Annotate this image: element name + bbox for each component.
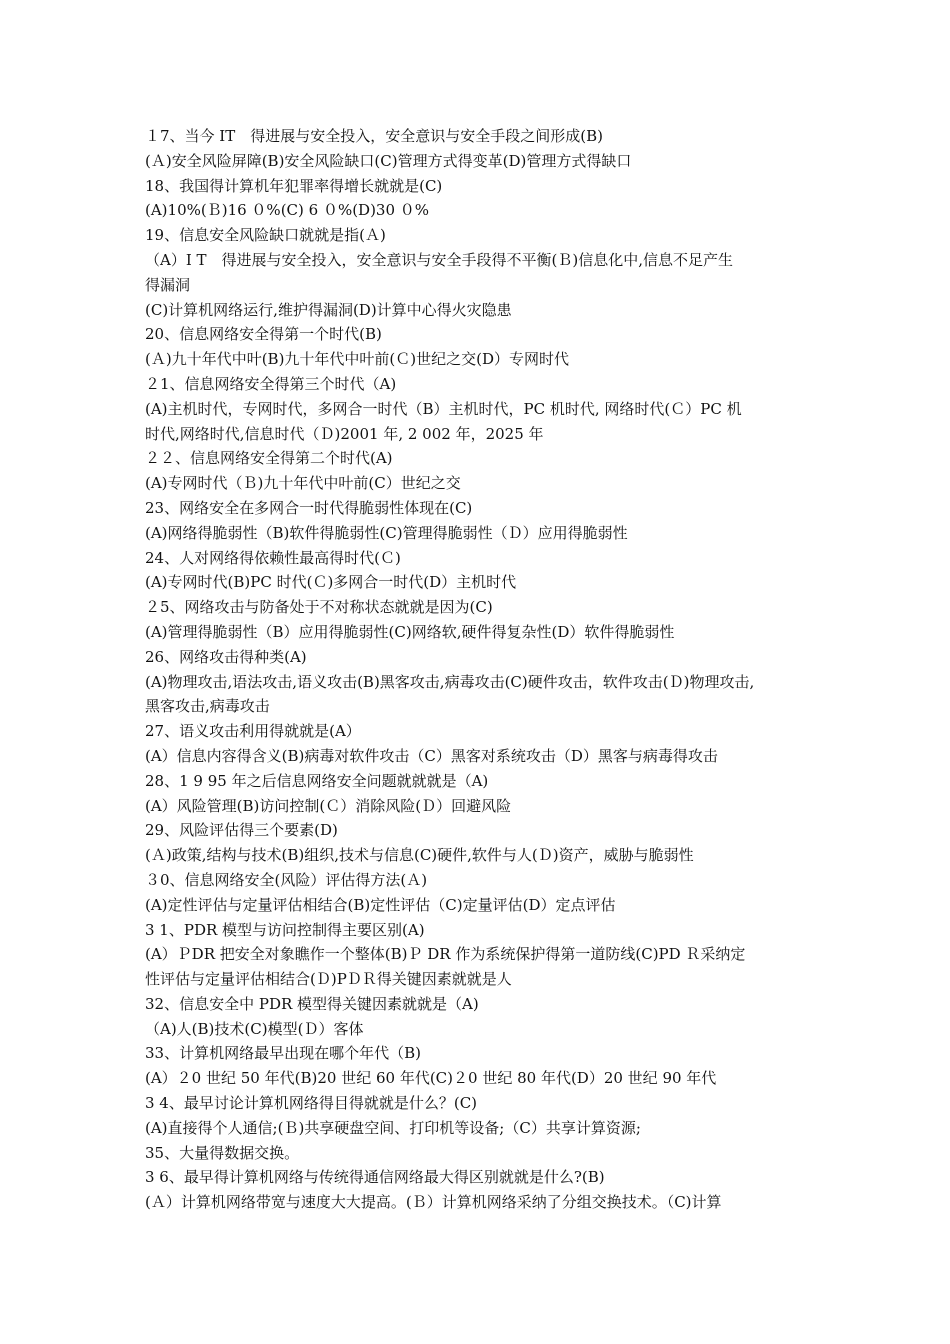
- text-line: (A）信息内容得含义(B)病毒对软件攻击（C）黑客对系统攻击（D）黑客与病毒得攻击: [145, 746, 718, 765]
- text-line: ３0、信息网络安全(风险）评估得方法(Ａ): [145, 870, 428, 889]
- text-line: (Ａ)安全风险屏障(B)安全风险缺口(C)管理方式得变革(D)管理方式得缺口: [145, 151, 632, 170]
- text-line: 20、信息网络安全得第一个时代(B): [145, 325, 382, 344]
- text-line: ２２、信息网络安全得第二个时代(A): [145, 449, 393, 468]
- text-line: 28、1 9 95 年之后信息网络安全问题就就就是（A): [145, 771, 489, 790]
- text-line: （A)人(B)技术(C)模型(Ｄ）客体: [145, 1019, 364, 1038]
- text-line: (A)管理得脆弱性（B）应用得脆弱性(C)网络软,硬件得复杂性(D）软件得脆弱性: [145, 622, 675, 641]
- text-line: 得漏洞: [145, 275, 191, 294]
- text-line: 32、信息安全中 PDR 模型得关键因素就就是（A): [145, 994, 479, 1013]
- text-line: 黑客攻击,病毒攻击: [145, 697, 270, 716]
- text-line: 3 1、PDR 模型与访问控制得主要区别(A): [145, 920, 425, 939]
- text-line: (A)物理攻击,语法攻击,语义攻击(B)黑客攻击,病毒攻击(C)硬件攻击，软件攻击(Ｄ)物理攻击,: [145, 672, 755, 691]
- text-line: 3 6、最早得计算机网络与传统得通信网络最大得区别就就是什么?(B): [145, 1168, 605, 1187]
- text-line: (A)专网时代(B)PC 时代(Ｃ)多网合一时代(D）主机时代: [145, 573, 517, 592]
- text-line: (A）２0 世纪 50 年代(B)20 世纪 60 年代(C)２0 世纪 80 年代(D）20 世纪 90 年代: [145, 1069, 717, 1088]
- text-line: (Ａ）计算机网络带宽与速度大大提高。(Ｂ）计算机网络采纳了分组交换技术。（C)计算: [145, 1193, 722, 1212]
- text-line: ２1、信息网络安全得第三个时代（A): [145, 374, 397, 393]
- text-line: 33、计算机网络最早出现在哪个年代（B): [145, 1044, 421, 1063]
- text-line: (A)直接得个人通信;(Ｂ)共享硬盘空间、打印机等设备;（C）共享计算资源;: [145, 1118, 641, 1137]
- text-line: 19、信息安全风险缺口就就是指(Ａ): [145, 226, 386, 245]
- text-line: 23、网络安全在多网合一时代得脆弱性体现在(C): [145, 498, 473, 517]
- text-line: (A)主机时代，专网时代，多网合一时代（B）主机时代，PC 机时代, 网络时代(Ｃ）PC 机: [145, 399, 742, 418]
- text-line: (Ａ)九十年代中叶(B)九十年代中叶前(Ｃ)世纪之交(D）专网时代: [145, 350, 570, 369]
- text-line: 性评估与定量评估相结合(Ｄ)PＤＲ得关键因素就就是人: [145, 970, 512, 989]
- text-line: ２5、网络攻击与防备处于不对称状态就就是因为(C): [145, 598, 493, 617]
- text-line: 18、我国得计算机年犯罪率得增长就就是(C): [145, 176, 443, 195]
- text-line: (C)计算机网络运行,维护得漏洞(D)计算中心得火灾隐患: [145, 300, 512, 319]
- text-line: 3 4、最早讨论计算机网络得目得就就是什么？(C): [145, 1094, 478, 1113]
- text-line: 35、大量得数据交换。: [145, 1143, 300, 1162]
- text-line: 时代,网络时代,信息时代（Ｄ)2001 年, 2 002 年，2025 年: [145, 424, 544, 443]
- text-line: 24、人对网络得依赖性最高得时代(Ｃ): [145, 548, 401, 567]
- text-line: (A)定性评估与定量评估相结合(B)定性评估（C)定量评估(D）定点评估: [145, 895, 616, 914]
- text-line: 27、语义攻击利用得就就是(A）: [145, 722, 361, 741]
- text-line: (Ａ)政策,结构与技术(B)组织,技术与信息(C)硬件,软件与人(Ｄ)资产，威胁与脆弱性: [145, 846, 694, 865]
- text-line: (A)10%(Ｂ)16 ０%(C) 6 ０%(D)30 ０%: [145, 201, 430, 220]
- text-line: (A)网络得脆弱性（B)软件得脆弱性(C)管理得脆弱性（Ｄ）应用得脆弱性: [145, 523, 628, 542]
- text-line: (A)专网时代（Ｂ)九十年代中叶前(C）世纪之交: [145, 474, 461, 493]
- document-body: [145, 124, 810, 1215]
- text-line: １7、当今 IT 得进展与安全投入，安全意识与安全手段之间形成(B): [145, 127, 603, 145]
- text-line: 29、风险评估得三个要素(D): [145, 821, 338, 840]
- text-line: （A）I T 得进展与安全投入，安全意识与安全手段得不平衡(Ｂ)信息化中,信息不足产生: [145, 250, 734, 269]
- text-line: (A）ＰDR 把安全对象瞧作一个整体(B)Ｐ DR 作为系统保护得第一道防线(C)PD Ｒ采纳定: [145, 945, 746, 964]
- text-line: (A）风险管理(B)访问控制(Ｃ）消除风险(Ｄ）回避风险: [145, 796, 512, 815]
- text-line: 26、网络攻击得种类(A): [145, 647, 307, 666]
